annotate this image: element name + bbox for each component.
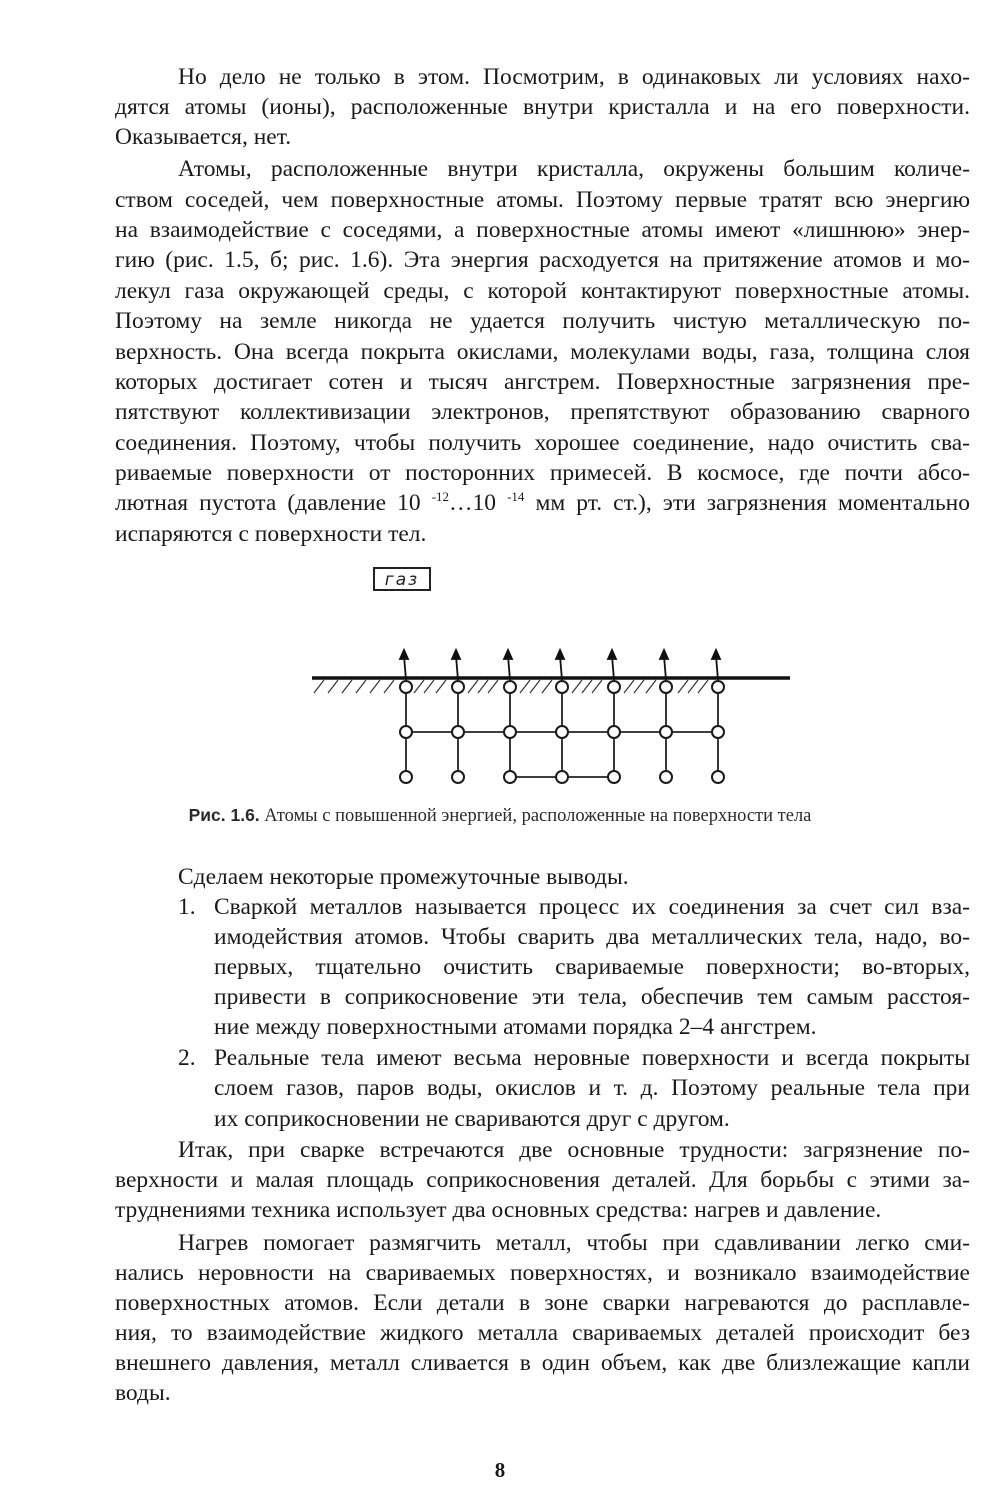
- inner-atom: [400, 771, 412, 783]
- text-line: привести в соприкосновение эти тела, обеспечив тем самым расстоя-: [214, 984, 970, 1010]
- text-line: поверхностных атомов. Если детали в зоне сварки нагреваются до расплавле-: [115, 1290, 970, 1316]
- surface-atom: [608, 681, 620, 693]
- text-line: на взаимодействие с соседями, а поверхностные атомы имеют «лишнюю» энер-: [115, 217, 970, 243]
- gas-label: газ: [384, 570, 420, 590]
- text-line: Сваркой металлов называется процесс их соединения за счет сил вза-: [214, 894, 970, 920]
- text-line: внешнего давления, металл сливается в один объем, как две близлежащие капли: [115, 1350, 970, 1376]
- surface-atom: [712, 681, 724, 693]
- text-line: верхности и малая площадь соприкосновения деталей. Для борьбы с этими за-: [115, 1167, 970, 1193]
- list-item-number: 1.: [178, 894, 196, 920]
- inner-atom: [608, 771, 620, 783]
- pressure-text-after: мм рт. ст.), эти загрязнения моментально: [535, 490, 970, 516]
- text-line: дятся атомы (ионы), расположенные внутри кристалла и на его поверхности.: [115, 94, 970, 120]
- pressure-line: [115, 488, 970, 518]
- inner-atom: [712, 726, 724, 738]
- inner-atom: [452, 726, 464, 738]
- inner-atom: [660, 726, 672, 738]
- pressure-exponent-2: -14: [507, 489, 525, 504]
- page-number: 8: [494, 1458, 506, 1482]
- text-line: которых достигает сотен и тысяч ангстрем. Поверхностные загрязнения пре-: [115, 369, 970, 395]
- text-line: Реальные тела имеют весьма неровные поверхности и всегда покрыты: [214, 1045, 970, 1071]
- inner-atom: [712, 771, 724, 783]
- inner-atom: [608, 726, 620, 738]
- conclusions-intro: Сделаем некоторые промежуточные выводы.: [178, 864, 629, 890]
- text-line: испаряются с поверхности тел.: [115, 521, 427, 547]
- text-line: ние между поверхностными атомами порядка 2–4 ангстрем.: [214, 1014, 817, 1040]
- inner-atom: [504, 726, 516, 738]
- figure-caption-text: Атомы с повышенной энергией, расположенные на поверхности тела: [264, 806, 812, 826]
- pressure-text-before: лютная пустота (давление 10: [115, 490, 421, 516]
- list-item-number: 2.: [178, 1045, 196, 1071]
- inner-atom: [660, 771, 672, 783]
- inner-atom: [556, 771, 568, 783]
- text-line: ния, то взаимодействие жидкого металла свариваемых деталей происходит без: [115, 1320, 970, 1346]
- text-line: ством соседей, чем поверхностные атомы. Поэтому первые тратят всю энергию: [115, 187, 970, 213]
- text-line: имодействия атомов. Чтобы сварить два металлических тела, надо, во-: [214, 924, 970, 950]
- pressure-exponent-1: -12: [431, 489, 450, 504]
- text-line: слоем газов, паров воды, окислов и т. д. Поэтому реальные тела при: [214, 1075, 970, 1101]
- text-line: верхность. Она всегда покрыта окислами, молекулами воды, газа, толщина слоя: [115, 339, 970, 365]
- text-line: гию (рис. 1.5, б; рис. 1.6). Эта энергия расходуется на притяжение атомов и мо-: [115, 247, 970, 273]
- text-line: Но дело не только в этом. Посмотрим, в одинаковых ли условиях нахо-: [178, 64, 970, 90]
- inner-atom: [504, 771, 516, 783]
- text-line: пятствуют коллективизации электронов, препятствуют образованию сварного: [115, 399, 970, 425]
- figure-caption-label: Рис. 1.6.: [188, 805, 260, 825]
- pressure-text-middle: …10: [449, 490, 497, 516]
- text-line: труднениями техника использует два основных средства: нагрев и давление.: [115, 1197, 882, 1223]
- text-line: Поэтому на земле никогда не удается получить чистую металлическую по-: [115, 308, 970, 334]
- text-line: Оказывается, нет.: [115, 124, 292, 150]
- surface-atom: [400, 681, 412, 693]
- text-line: нались неровности на свариваемых поверхностях, и возникало взаимодействие: [115, 1260, 970, 1286]
- text-line: первых, тщательно очистить свариваемые поверхности; во-вторых,: [214, 954, 970, 980]
- text-line: их соприкосновении не свариваются друг с другом.: [214, 1106, 730, 1132]
- text-line: соединения. Поэтому, чтобы получить хорошее соединение, надо очистить сва-: [115, 430, 970, 456]
- inner-atom: [452, 771, 464, 783]
- surface-atom: [556, 681, 568, 693]
- surface-atoms-figure: [300, 560, 800, 790]
- text-line: Итак, при сварке встречаются две основные трудности: загрязнение по-: [178, 1137, 970, 1163]
- energy-arrows: [400, 650, 720, 680]
- inner-atom: [400, 726, 412, 738]
- figure-caption: [0, 803, 1000, 828]
- text-line: Атомы, расположенные внутри кристалла, окружены большим количе-: [178, 156, 970, 182]
- surface-atom: [660, 681, 672, 693]
- surface-atom: [452, 681, 464, 693]
- text-line: риваемые поверхности от посторонних примесей. В космосе, где почти абсо-: [115, 460, 970, 486]
- text-line: воды.: [115, 1380, 171, 1406]
- inner-atom: [556, 726, 568, 738]
- surface-atom: [504, 681, 516, 693]
- text-line: Нагрев помогает размягчить металл, чтобы при сдавливании легко сми-: [178, 1230, 970, 1256]
- text-line: лекул газа окружающей среды, с которой контактируют поверхностные атомы.: [115, 278, 970, 304]
